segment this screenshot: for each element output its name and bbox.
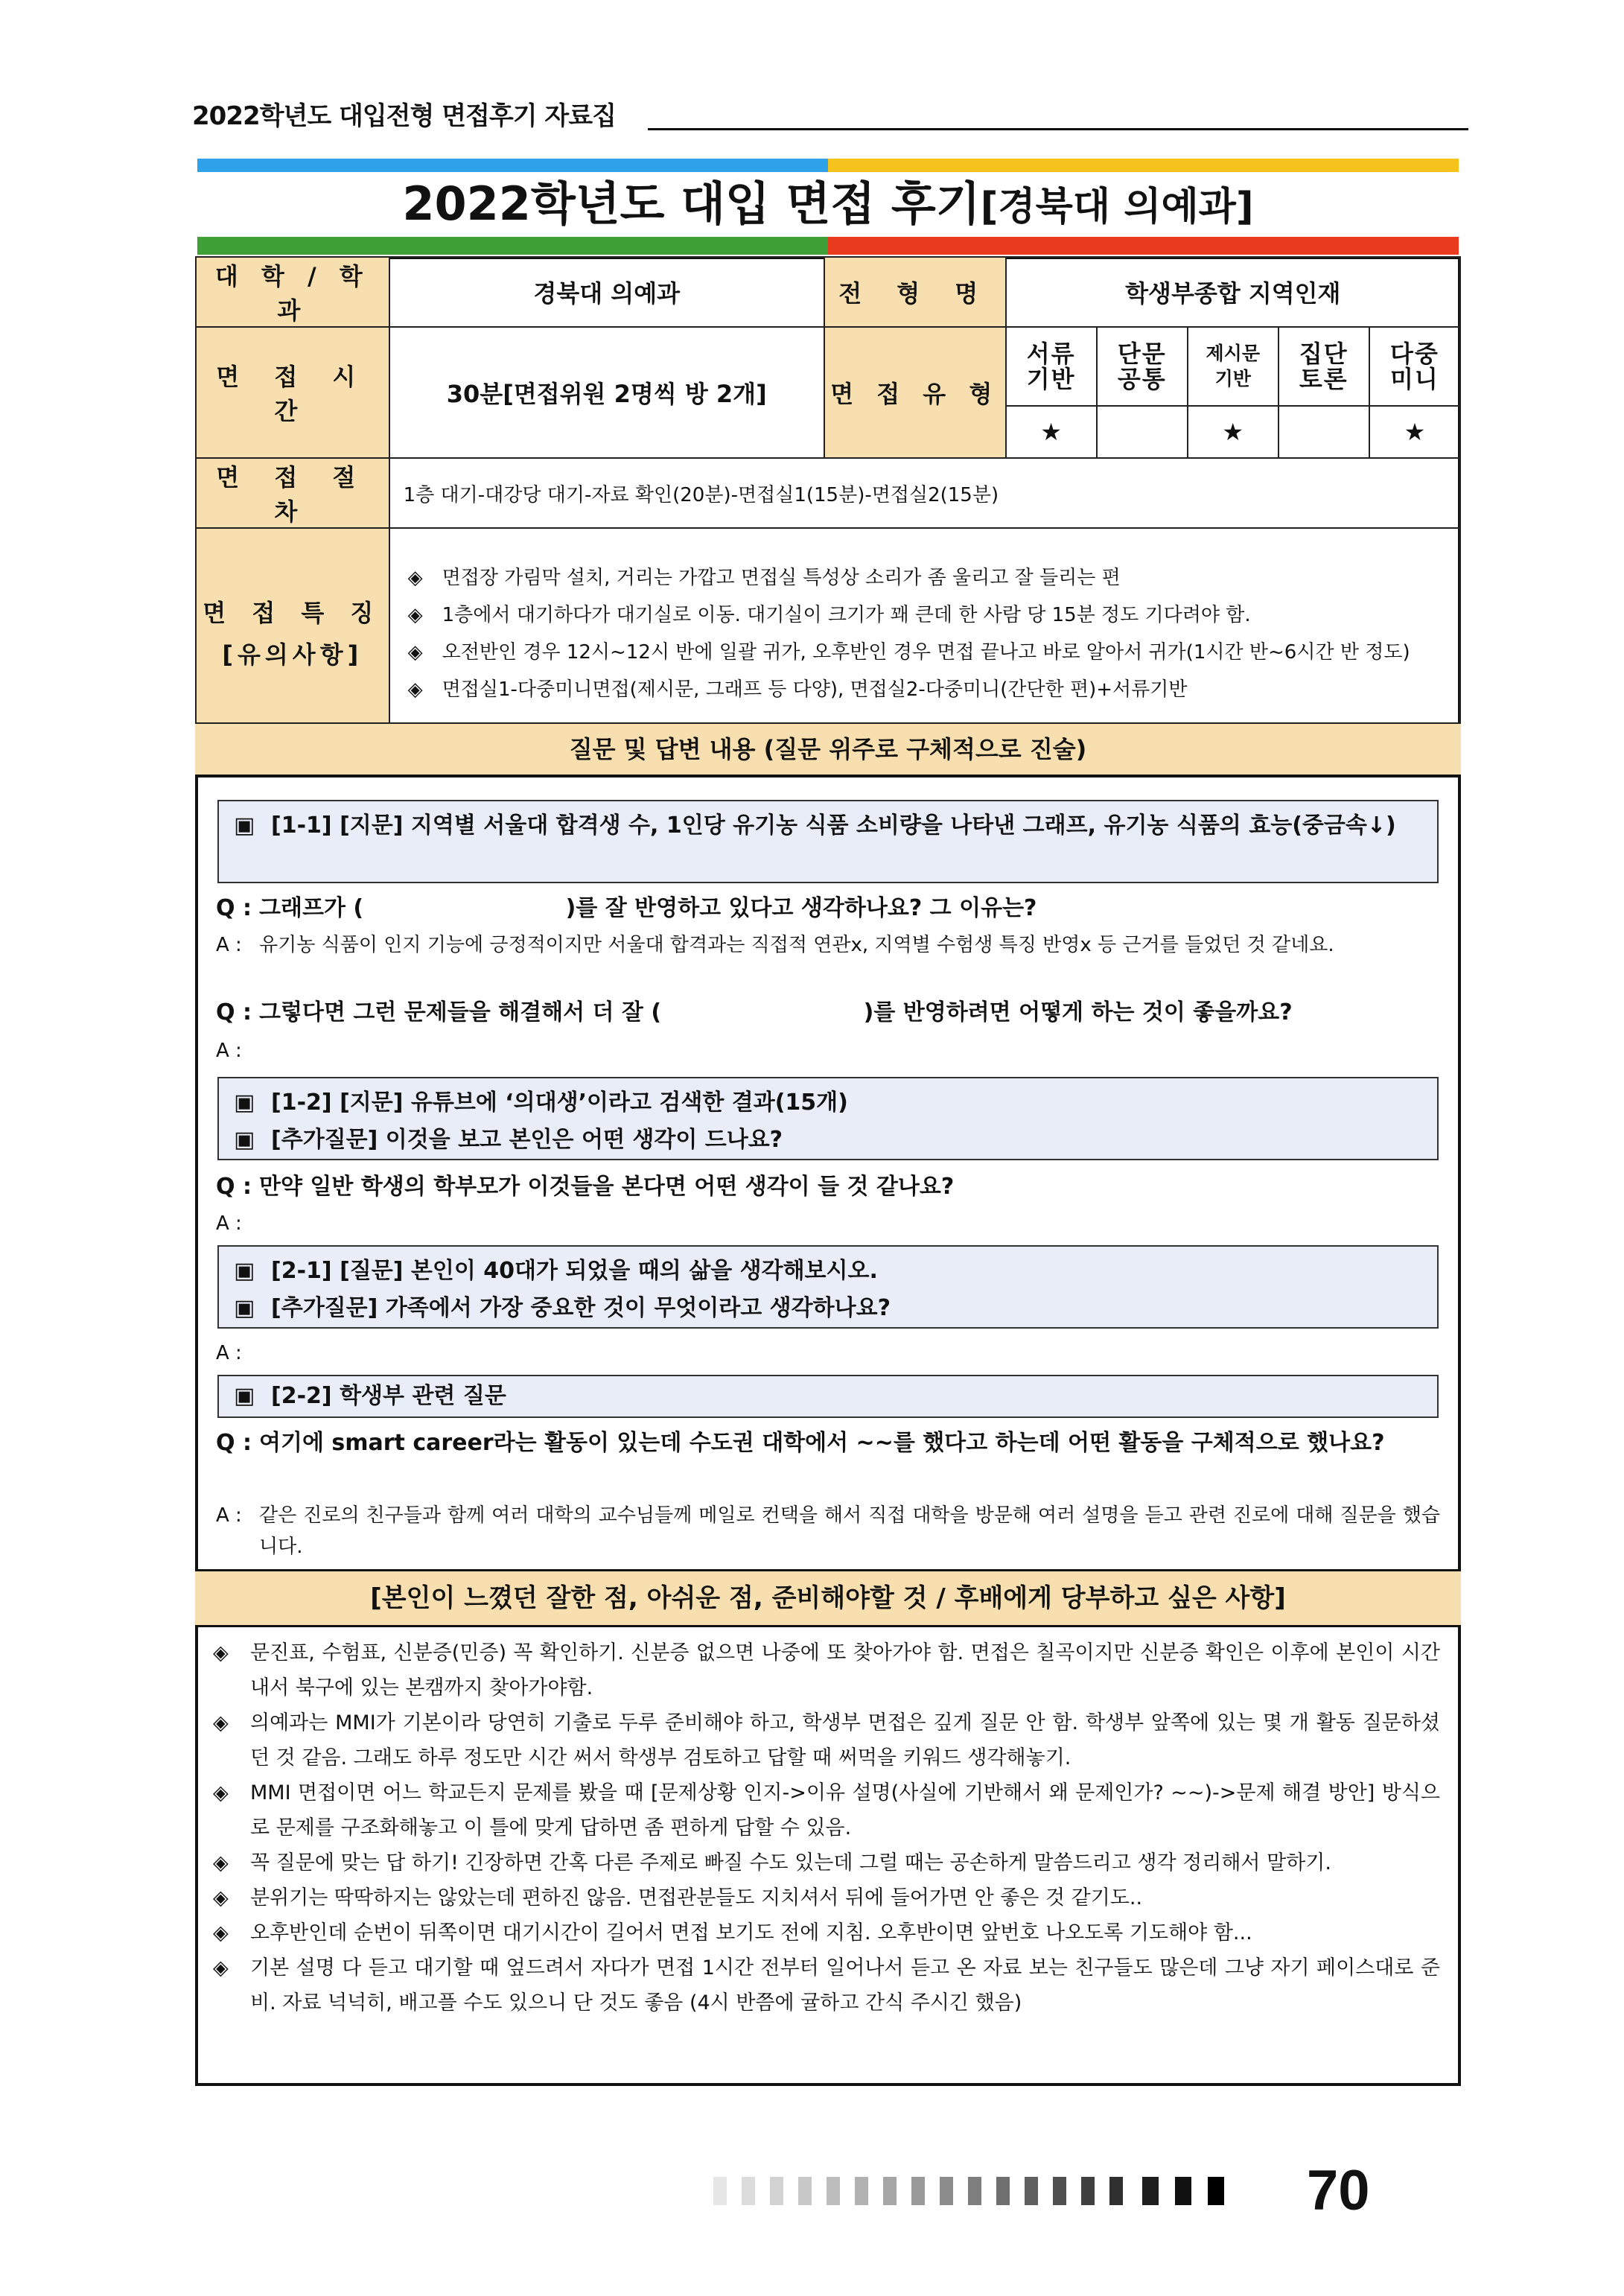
advice-item	[213, 1705, 1440, 1775]
question-box-2-1	[217, 1245, 1439, 1329]
square-bullet-icon: ▣	[234, 1258, 255, 1284]
proc-label: 면 접 절 차	[196, 458, 389, 528]
feat-text: 오전반인 경우 12시~12시 반에 일괄 귀가, 오후반인 경우 면접 끝나고 바로 알아서 귀가(1시간 반~6시간 반 정도)	[442, 641, 1410, 664]
kind-mmi-mark: ★	[1369, 406, 1460, 458]
title-bottom-bar	[197, 237, 1459, 255]
q1-text: 그래프가 ( )를 잘 반영하고 있다고 생각하나요? 그 이유는?	[259, 895, 1037, 921]
footer-block	[798, 2177, 812, 2205]
footer-block	[1142, 2177, 1159, 2205]
footer-block	[1208, 2177, 1224, 2205]
kind-mmi-l2: 미니	[1390, 365, 1439, 393]
footer-block	[883, 2177, 897, 2205]
footer-block	[968, 2177, 981, 2205]
advice-text: 분위기는 딱딱하지는 않았는데 편하진 않음. 면접관분들도 지치셔서 뒤에 들어가면 안 좋은 것 같기도..	[250, 1886, 1143, 1909]
diamond-bullet-icon: ◈	[213, 1886, 229, 1909]
a-prefix: A :	[216, 1040, 242, 1062]
type-label: 전 형 명	[824, 257, 1006, 327]
diamond-bullet-icon: ◈	[213, 1851, 229, 1874]
a1-line	[216, 929, 1440, 961]
a1-text: 유기농 식품이 인지 기능에 긍정적이지만 서울대 합격과는 직접적 연관x, 지역별 수험생 특징 반영x 등 근거를 들었던 것 같네요.	[259, 934, 1334, 956]
footer-block	[940, 2177, 953, 2205]
kind-doc-l2: 기반	[1026, 365, 1076, 393]
a5-line	[216, 1500, 1440, 1562]
footer-block	[1025, 2177, 1038, 2205]
q-prefix: Q :	[216, 1430, 252, 1456]
q3-line	[216, 1169, 1440, 1205]
advice-item	[213, 1950, 1440, 2020]
diamond-bullet-icon: ◈	[407, 678, 423, 701]
kind-doc-l1: 서류	[1026, 340, 1076, 368]
kind-short-mark	[1097, 406, 1188, 458]
kind-passage-mark: ★	[1188, 406, 1278, 458]
footer-block	[1053, 2177, 1066, 2205]
a-prefix: A :	[216, 934, 242, 956]
footer-block	[713, 2177, 727, 2205]
type-value: 학생부종합 지역인재	[1006, 257, 1460, 327]
a-prefix: A :	[216, 1212, 242, 1235]
a3-text	[259, 1208, 1440, 1239]
advice-item	[213, 1775, 1440, 1845]
footer-block	[1109, 2177, 1123, 2205]
time-label: 면 접 시 간	[196, 327, 389, 458]
kind-label: 면 접 유 형	[824, 327, 1006, 458]
running-header-title: 2022학년도 대입전형 면접후기 자료집	[192, 101, 616, 131]
main-title-sub: [경북대 의예과]	[980, 185, 1254, 229]
running-header	[192, 95, 1468, 140]
advice-text: MMI 면접이면 어느 학교든지 문제를 봤을 때 [문제상황 인지->이유 설명(사실에 기반해서 왜 문제인가? ~~)->문제 해결 방안] 방식으로 문제를 구조화해놓고 이 틀에 맞게 답하면 좀 편하게 답할 수 있음.	[250, 1781, 1440, 1839]
diamond-bullet-icon: ◈	[407, 641, 423, 664]
advice-heading: [본인이 느꼈던 잘한 점, 아쉬운 점, 준비해야할 것 / 후배에게 당부하고 싶은 사항]	[195, 1569, 1461, 1627]
advice-text: 기본 설명 다 듣고 대기할 때 엎드려서 자다가 면접 1시간 전부터 일어나서 듣고 온 자료 보는 친구들도 많은데 그냥 자기 페이스대로 준비. 자료 넉넉히, 배고플 수도 있으니 단 것도 좋음 (4시 반쯤에 귤하고 간식 주시긴 했음)	[250, 1956, 1440, 2014]
advice-item	[213, 1635, 1440, 1705]
a2-line	[216, 1035, 1440, 1066]
a2-text	[259, 1035, 1440, 1066]
footer-block	[1081, 2177, 1095, 2205]
feat-item	[408, 559, 1446, 597]
advice-item	[213, 1915, 1440, 1950]
q2-line	[216, 995, 1440, 1031]
kind-short-l1: 단문	[1117, 340, 1167, 368]
footer-block	[911, 2177, 925, 2205]
feat-label	[196, 528, 389, 740]
a4-line	[216, 1338, 1440, 1369]
question-box-text: [1-2] [지문] 유튜브에 ‘의대생’이라고 검색한 결과(15개)	[271, 1090, 848, 1116]
advice-text: 문진표, 수험표, 신분증(민증) 꼭 확인하기. 신분증 없으면 나중에 또 찾아가야 함. 면접은 칠곡이지만 신분증 확인은 이후에 본인이 시간 내서 북구에 있는 본캠까지 찾아가야함.	[250, 1641, 1440, 1699]
q5-text: 여기에 smart career라는 활동이 있는데 수도권 대학에서 ~~를 했다고 하는데 어떤 활동을 구체적으로 했나요?	[259, 1430, 1385, 1456]
a4-text	[259, 1338, 1440, 1369]
kind-mmi-l1: 다중	[1390, 340, 1439, 368]
q2-text: 그렇다면 그런 문제들을 해결해서 더 잘 ( )를 반영하려면 어떻게 하는 것이 좋을까요?	[259, 999, 1293, 1025]
q1-line	[216, 891, 1440, 926]
kind-group-l2: 토론	[1299, 365, 1348, 393]
question-box-text: [추가질문] 가족에서 가장 중요한 것이 무엇이라고 생각하나요?	[271, 1295, 891, 1321]
question-box-text: [추가질문] 이것을 보고 본인은 어떤 생각이 드나요?	[271, 1127, 783, 1153]
diamond-bullet-icon: ◈	[213, 1711, 229, 1734]
square-bullet-icon: ▣	[234, 1383, 255, 1409]
square-bullet-icon: ▣	[234, 1295, 255, 1321]
diamond-bullet-icon: ◈	[407, 604, 423, 626]
square-bullet-icon: ▣	[234, 812, 255, 839]
feat-text: 1층에서 대기하다가 대기실로 이동. 대기실이 크기가 꽤 큰데 한 사람 당 15분 정도 기다려야 함.	[442, 604, 1251, 626]
question-box-1-2	[217, 1077, 1439, 1160]
q-prefix: Q :	[216, 895, 252, 921]
feat-item	[408, 634, 1446, 671]
diamond-bullet-icon: ◈	[407, 567, 423, 589]
feat-item	[408, 597, 1446, 634]
feat-text: 면접실1-다중미니면접(제시문, 그래프 등 다양), 면접실2-다중미니(간단한 편)+서류기반	[442, 678, 1188, 701]
feat-text: 면접장 가림막 설치, 거리는 가깝고 면접실 특성상 소리가 좀 울리고 잘 들리는 편	[442, 567, 1121, 589]
main-title-text: 2022학년도 대입 면접 후기	[402, 177, 981, 231]
info-table	[195, 256, 1461, 740]
kind-passage-l1: 제시문	[1206, 343, 1260, 364]
kind-passage-l2: 기반	[1214, 368, 1251, 389]
kind-group	[1278, 327, 1369, 406]
kind-doc-mark: ★	[1006, 406, 1097, 458]
feat-label-2: [유의사항]	[222, 640, 363, 669]
square-bullet-icon: ▣	[234, 1090, 255, 1116]
kind-passage	[1188, 327, 1278, 406]
q3-text: 만약 일반 학생의 학부모가 이것들을 본다면 어떤 생각이 들 것 같나요?	[259, 1174, 955, 1200]
kind-doc	[1006, 327, 1097, 406]
proc-value: 1층 대기-대강당 대기-자료 확인(20분)-면접실1(15분)-면접실2(15분)	[389, 458, 1460, 528]
advice-item	[213, 1880, 1440, 1915]
advice-item	[213, 1845, 1440, 1880]
diamond-bullet-icon: ◈	[213, 1956, 229, 1979]
footer-block	[827, 2177, 840, 2205]
question-box-text: [2-2] 학생부 관련 질문	[271, 1383, 506, 1409]
question-box-text: [1-1] [지문] 지역별 서울대 합격생 수, 1인당 유기농 식품 소비량을 나타낸 그래프, 유기농 식품의 효능(중금속↓)	[271, 812, 1396, 839]
square-bullet-icon: ▣	[234, 1127, 255, 1153]
kind-mmi	[1369, 327, 1460, 406]
page-number: 70	[1307, 2159, 1370, 2222]
a-prefix: A :	[216, 1504, 242, 1527]
feat-label-1: 면 접 특 징	[203, 599, 383, 627]
qa-heading: 질문 및 답변 내용 (질문 위주로 구체적으로 진술)	[195, 722, 1461, 777]
univ-value: 경북대 의예과	[389, 257, 824, 327]
advice-text: 의예과는 MMI가 기본이라 당연히 기출로 두루 준비해야 하고, 학생부 면접은 깊게 질문 안 함. 학생부 앞쪽에 있는 몇 개 활동 질문하셨던 것 같음. 그래도 하루 정도만 시간 써서 학생부 검토하고 답할 때 써먹을 키워드 생각해놓기.	[250, 1711, 1440, 1769]
question-box-1-1	[217, 800, 1439, 883]
diamond-bullet-icon: ◈	[213, 1641, 229, 1664]
header-rule	[648, 128, 1468, 130]
a-prefix: A :	[216, 1342, 242, 1364]
question-box-text: [2-1] [질문] 본인이 40대가 되었을 때의 삶을 생각해보시오.	[271, 1258, 878, 1284]
advice-text: 오후반인데 순번이 뒤쪽이면 대기시간이 길어서 면접 보기도 전에 지침. 오후반이면 앞번호 나오도록 기도해야 함...	[250, 1921, 1252, 1944]
footer-block	[742, 2177, 755, 2205]
footer-block	[855, 2177, 868, 2205]
q5-line	[216, 1425, 1440, 1461]
univ-label: 대 학 / 학 과	[196, 257, 389, 327]
footer-block	[770, 2177, 783, 2205]
advice-list	[213, 1635, 1440, 2020]
q-prefix: Q :	[216, 999, 252, 1025]
main-title	[197, 170, 1459, 238]
diamond-bullet-icon: ◈	[213, 1921, 229, 1944]
feat-item	[408, 671, 1446, 708]
diamond-bullet-icon: ◈	[213, 1781, 229, 1804]
a3-line	[216, 1208, 1440, 1239]
kind-group-l1: 집단	[1299, 340, 1348, 368]
kind-group-mark	[1278, 406, 1369, 458]
a5-text: 같은 진로의 친구들과 함께 여러 대학의 교수님들께 메일로 컨택을 해서 직접 대학을 방문해 여러 설명을 듣고 관련 진로에 대해 질문을 했습니다.	[259, 1504, 1440, 1558]
footer-gradient-blocks	[713, 2156, 1383, 2227]
footer-block	[1175, 2177, 1191, 2205]
kind-short	[1097, 327, 1188, 406]
q-prefix: Q :	[216, 1174, 252, 1200]
time-value: 30분[면접위원 2명씩 방 2개]	[389, 327, 824, 458]
feat-list	[389, 528, 1460, 740]
footer-block	[996, 2177, 1010, 2205]
kind-short-l2: 공통	[1117, 365, 1167, 393]
advice-text: 꼭 질문에 맞는 답 하기! 긴장하면 간혹 다른 주제로 빠질 수도 있는데 그럴 때는 공손하게 말씀드리고 생각 정리해서 말하기.	[250, 1851, 1331, 1874]
question-box-2-2	[217, 1375, 1439, 1418]
